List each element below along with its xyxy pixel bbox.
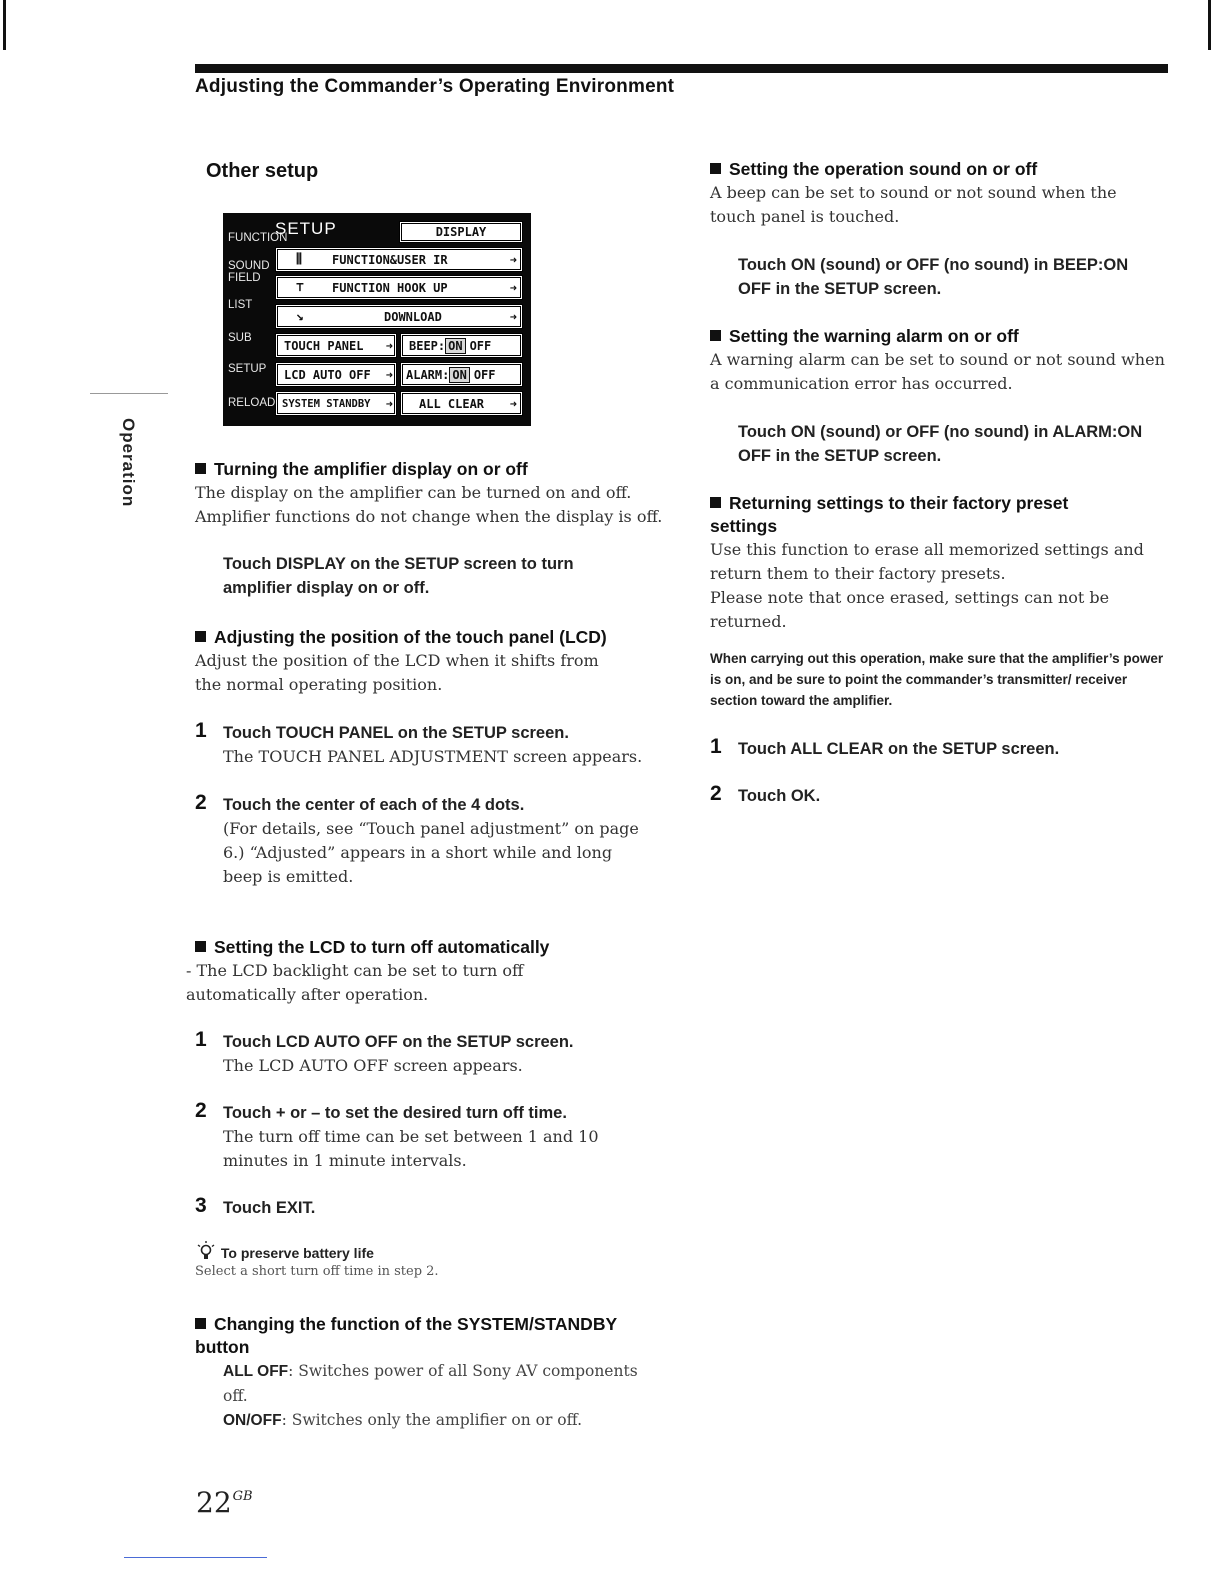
menu-function: FUNCTION: [228, 232, 288, 244]
lightbulb-icon: [195, 1240, 217, 1262]
operation-sound-body: A beep can be set to sound or not sound when the touch panel is touched.: [710, 183, 1117, 226]
side-tab: [108, 418, 148, 518]
page-number-suffix: GB: [232, 1489, 253, 1504]
step-description: The turn off time can be set between 1 and 10 minutes in 1 minute intervals.: [223, 1127, 599, 1170]
setup-screen-illustration: [223, 213, 531, 426]
arrow-right-icon: ➜: [385, 367, 393, 382]
arrow-right-icon: ➜: [509, 280, 517, 295]
step-number: 2: [195, 1099, 207, 1122]
beep-label: BEEP:: [409, 338, 446, 353]
all-off-definition: [195, 1359, 643, 1408]
download-button: [275, 304, 523, 329]
step-title: Touch EXIT.: [223, 1199, 316, 1217]
arrow-right-icon: ➜: [509, 252, 517, 267]
standby-heading: Changing the function of the SYSTEM/STANDBY button: [195, 1314, 617, 1357]
warning-alarm-section: [710, 325, 1170, 468]
display-button-label: DISPLAY: [435, 225, 487, 239]
bullet-square-icon: [710, 497, 721, 508]
tab-divider: [90, 393, 168, 394]
function-user-ir-label: FUNCTION&USER IR: [332, 252, 448, 267]
step-title: Touch the center of each of the 4 dots.: [223, 796, 525, 814]
download-label: DOWNLOAD: [384, 309, 442, 324]
amp-display-section: [195, 458, 665, 600]
download-icon: ↘: [296, 309, 304, 324]
bullet-square-icon: [195, 1318, 206, 1329]
tip-box: [195, 1240, 656, 1282]
bullet-square-icon: [710, 163, 721, 174]
remote-icon: ⫼: [296, 252, 302, 267]
amp-display-heading: Turning the amplifier display on or off: [195, 458, 665, 481]
warning-alarm-instruction: Touch ON (sound) or OFF (no sound) in ALARM:ON OFF in the SETUP screen.: [738, 423, 1143, 465]
operation-sound-section: [710, 158, 1170, 301]
step-number: 1: [710, 735, 722, 758]
menu-reload: RELOAD: [228, 397, 276, 409]
lcd-auto-off-label: LCD AUTO OFF: [284, 367, 371, 382]
factory-preset-section: [710, 492, 1170, 808]
step-description: The TOUCH PANEL ADJUSTMENT screen appears.: [223, 747, 643, 766]
screen-title: SETUP: [275, 219, 337, 238]
step-title: Touch LCD AUTO OFF on the SETUP screen.: [223, 1033, 574, 1051]
step-number: 3: [195, 1194, 207, 1217]
beep-toggle: [400, 333, 523, 358]
touch-panel-step-2: [195, 793, 653, 889]
operation-sound-instruction: Touch ON (sound) or OFF (no sound) in BEEP:ON OFF in the SETUP screen.: [738, 256, 1129, 298]
step-number: 2: [710, 782, 722, 805]
step-title: Touch TOUCH PANEL on the SETUP screen.: [223, 724, 569, 742]
step-title: Touch OK.: [738, 787, 821, 805]
all-off-label: ALL OFF: [223, 1363, 289, 1380]
onoff-description: : Switches only the amplifier on or off.: [281, 1411, 583, 1429]
lcd-auto-section: [186, 936, 656, 1282]
standby-section: [195, 1313, 665, 1433]
function-hook-up-label: FUNCTION HOOK UP: [332, 280, 448, 295]
factory-preset-note: When carrying out this operation, make sure that the amplifier’s power is on, and be sure to point the commander’s transmitter/ receiver section toward the amplifier.: [710, 651, 1164, 708]
display-button: [399, 221, 523, 243]
all-off-description: : Switches power of all Sony AV components off.: [223, 1362, 638, 1405]
function-user-ir-button: [275, 247, 523, 272]
menu-setup: SETUP: [228, 363, 267, 375]
step-number: 1: [195, 719, 207, 742]
bullet-square-icon: [195, 463, 206, 474]
footer-rule: [124, 1557, 267, 1558]
menu-list: LIST: [228, 299, 253, 311]
system-standby-label: SYSTEM STANDBY: [282, 397, 371, 410]
touch-panel-body: Adjust the position of the LCD when it shifts from the normal operating position.: [195, 651, 599, 694]
touch-panel-step-1: [195, 721, 655, 769]
right-edge-mark: [1208, 0, 1211, 50]
step-description: (For details, see “Touch panel adjustment” on page 6.) “Adjusted” appears in a short while and long beep is emitted.: [223, 819, 639, 886]
lcd-auto-heading: Setting the LCD to turn off automatically: [186, 936, 656, 959]
function-hook-up-button: [275, 275, 523, 300]
page-number: [196, 1486, 253, 1519]
side-tab-label: Operation: [119, 418, 138, 508]
header-rule: [195, 64, 1168, 73]
step-number: 2: [195, 791, 207, 814]
menu-sound-field: SOUND FIELD: [228, 260, 270, 284]
amp-display-body-1: The display on the amplifier can be turned on and off.: [195, 483, 632, 502]
factory-preset-body-1: Use this function to erase all memorized settings and return them to their factory presets.: [710, 540, 1144, 583]
arrow-right-icon: ➜: [385, 396, 393, 411]
menu-sub: SUB: [228, 332, 252, 344]
all-clear-button: [400, 391, 523, 416]
alarm-off-option: OFF: [473, 367, 496, 382]
system-standby-button: [275, 391, 397, 416]
step-number: 1: [195, 1028, 207, 1051]
step-title: Touch ALL CLEAR on the SETUP screen.: [738, 740, 1060, 758]
touch-panel-heading: Adjusting the position of the touch panel (LCD): [195, 626, 655, 649]
amp-display-body-2: Amplifier functions do not change when the display is off.: [195, 507, 663, 526]
left-edge-mark: [3, 0, 6, 50]
onoff-label: ON/OFF: [223, 1412, 282, 1429]
alarm-label: ALARM:: [406, 367, 450, 382]
touch-panel-label: TOUCH PANEL: [284, 338, 364, 353]
bullet-square-icon: [710, 330, 721, 341]
hook-up-icon: ⊤: [296, 280, 304, 295]
step-description: The LCD AUTO OFF screen appears.: [223, 1056, 523, 1075]
beep-on-option: ON: [445, 338, 465, 354]
onoff-definition: [195, 1408, 665, 1433]
operation-sound-heading: Setting the operation sound on or off: [710, 158, 1170, 181]
amp-display-instruction: Touch DISPLAY on the SETUP screen to turn amplifier display on or off.: [223, 555, 574, 597]
lcd-auto-off-button: [275, 362, 397, 387]
warning-alarm-body: A warning alarm can be set to sound or not sound when a communication error has occurred.: [710, 350, 1165, 393]
page-number-value: 22: [196, 1486, 232, 1519]
bullet-square-icon: [195, 631, 206, 642]
tip-title: To preserve battery life: [220, 1245, 374, 1261]
touch-panel-button: [275, 333, 397, 358]
all-clear-label: ALL CLEAR: [419, 396, 485, 411]
alarm-toggle: [400, 362, 523, 387]
arrow-right-icon: ➜: [385, 338, 393, 353]
warning-alarm-heading: Setting the warning alarm on or off: [710, 325, 1170, 348]
step-title: Touch + or – to set the desired turn off time.: [223, 1104, 567, 1122]
page-header-title: Adjusting the Commander’s Operating Environment: [195, 76, 675, 97]
lcd-auto-step-1: [195, 1030, 656, 1078]
arrow-right-icon: ➜: [509, 309, 517, 324]
factory-preset-heading: Returning settings to their factory preset settings: [710, 493, 1069, 536]
beep-off-option: OFF: [469, 338, 492, 353]
lcd-auto-body: - The LCD backlight can be set to turn off automatically after operation.: [186, 961, 524, 1004]
tip-body: Select a short turn off time in step 2.: [195, 1264, 439, 1279]
bullet-square-icon: [195, 941, 206, 952]
lcd-auto-step-2: [195, 1101, 643, 1173]
alarm-on-option: ON: [449, 367, 469, 383]
factory-preset-body-2: Please note that once erased, settings can not be returned.: [710, 588, 1110, 631]
section-title-other-setup: Other setup: [206, 160, 319, 182]
arrow-right-icon: ➜: [509, 396, 517, 411]
factory-preset-step-1: [710, 737, 1170, 761]
lcd-auto-step-3: [195, 1196, 656, 1220]
factory-preset-step-2: [710, 784, 1170, 808]
touch-panel-section: [195, 626, 655, 889]
